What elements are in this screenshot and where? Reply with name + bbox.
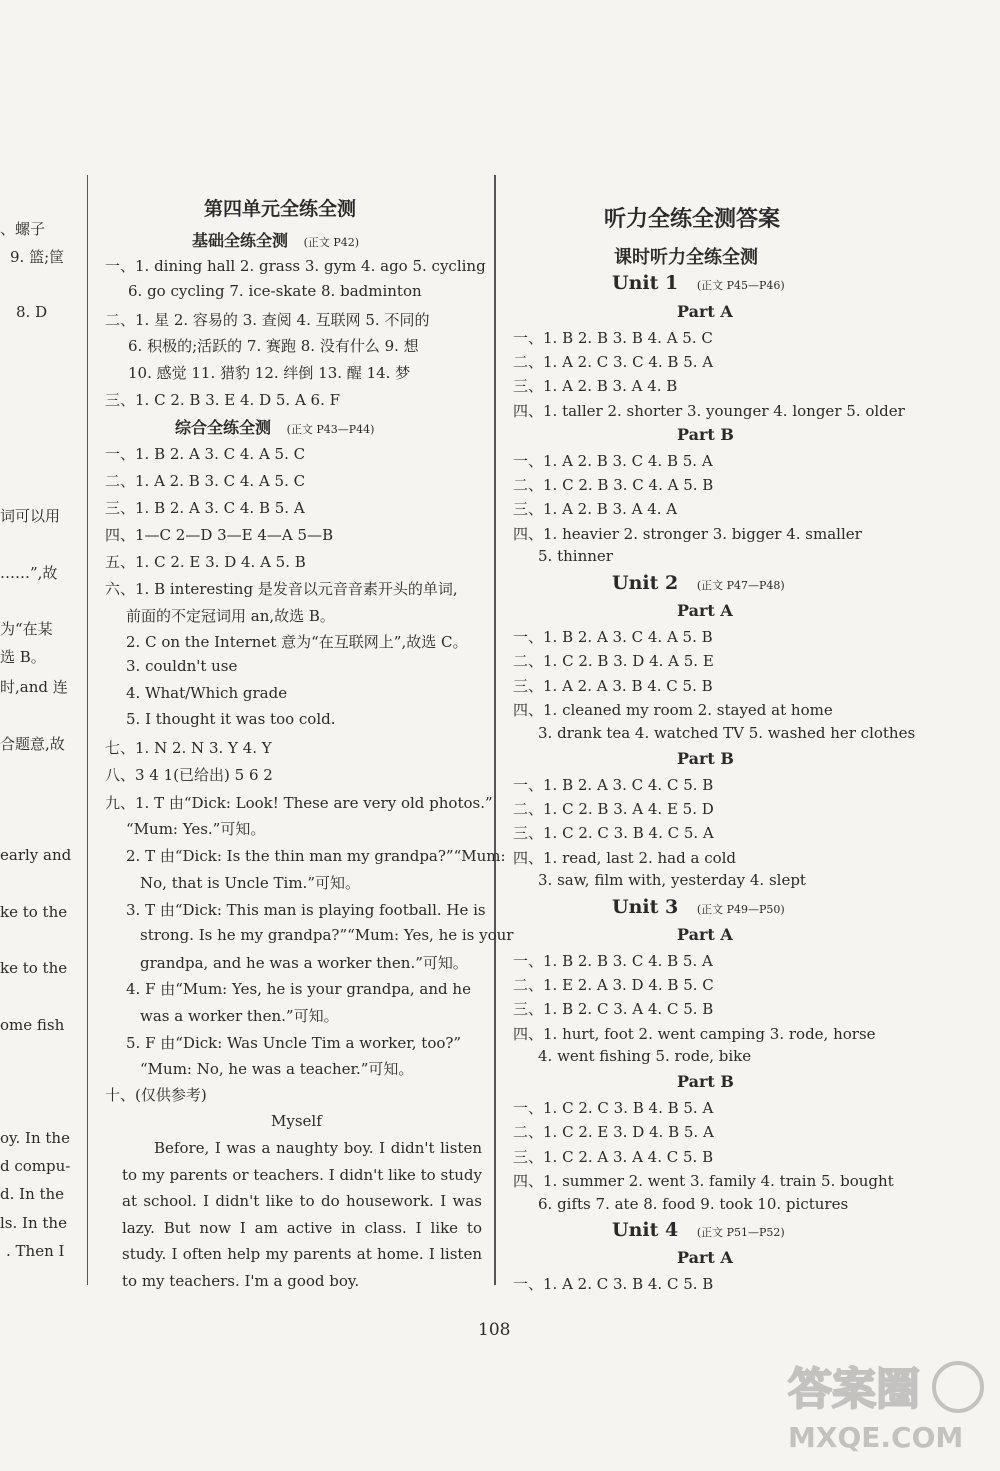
answer-line: 二、1. C 2. B 3. A 4. E 5. D <box>513 800 714 818</box>
watermark-logo-text: 答案圈 <box>788 1364 920 1415</box>
answer-line: 3. drank tea 4. watched TV 5. washed her clothes <box>538 724 916 742</box>
answer-line: 2. C on the Internet 意为“在互联网上”,故选 C。 <box>126 633 468 651</box>
answer-line: 二、1. E 2. A 3. D 4. B 5. C <box>513 976 714 994</box>
answer-line: 3. saw, film with, yesterday 4. slept <box>538 871 806 889</box>
unit-2-header <box>612 572 785 594</box>
answer-line: 六、1. B interesting 是发音以元音音素开头的单词, <box>105 580 458 598</box>
answer-line: “Mum: No, he was a teacher.”可知。 <box>140 1060 414 1078</box>
section-title-text: 综合全练全测 <box>175 418 272 437</box>
page-number: 108 <box>478 1320 511 1340</box>
answer-line: 三、1. B 2. A 3. C 4. B 5. A <box>105 499 305 517</box>
unit-reference: (正文 P51—P52) <box>696 1226 785 1239</box>
unit-title: Unit 1 <box>612 272 679 294</box>
answer-line: 3. couldn't use <box>126 657 238 675</box>
fragment-line: 词可以用 <box>0 507 61 525</box>
answer-line: 四、1. summer 2. went 3. family 4. train 5. bought <box>513 1172 894 1190</box>
answer-line: 5. I thought it was too cold. <box>126 710 336 728</box>
part-b-header: Part B <box>677 425 734 444</box>
watermark-graphic <box>768 1349 988 1459</box>
answer-line: 一、1. A 2. C 3. B 4. C 5. B <box>513 1275 714 1293</box>
answer-line: 四、1. read, last 2. had a cold <box>513 849 737 867</box>
fragment-line: ke to the <box>0 903 68 921</box>
answer-line: 6. gifts 7. ate 8. food 9. took 10. pictures <box>538 1195 849 1213</box>
fragment-line: 时,and 连 <box>0 678 68 696</box>
fragment-line: . Then I <box>6 1242 65 1260</box>
fragment-line: d compu- <box>0 1157 71 1175</box>
answer-line: 4. F 由“Mum: Yes, he is your grandpa, and he <box>126 980 471 998</box>
answer-line: 3. T 由“Dick: This man is playing football. He is <box>126 901 486 919</box>
answer-line: 4. What/Which grade <box>126 684 288 702</box>
watermark-url: MXQE.COM <box>788 1421 964 1454</box>
answer-line: 一、1. B 2. A 3. C 4. A 5. B <box>513 628 713 646</box>
unit-reference: (正文 P47—P48) <box>696 579 785 592</box>
unit-reference: (正文 P49—P50) <box>696 903 785 916</box>
part-a-header: Part A <box>677 302 733 321</box>
answer-line: 三、1. C 2. A 3. A 4. C 5. B <box>513 1148 714 1166</box>
part-b-header: Part B <box>677 749 734 768</box>
answer-line: 6. go cycling 7. ice-skate 8. badminton <box>128 282 422 300</box>
answer-line: 2. T 由“Dick: Is the thin man my grandpa?”“Mum: <box>126 847 506 865</box>
answer-line: strong. Is he my grandpa?”“Mum: Yes, he is your <box>140 926 514 944</box>
section-reference: (正文 P43—P44) <box>286 423 375 436</box>
watermark-logo <box>768 1349 988 1459</box>
answer-line: 八、3 4 1(已给出) 5 6 2 <box>105 766 273 784</box>
left-column-divider <box>87 175 88 1285</box>
fragment-line: ome fish <box>0 1016 65 1034</box>
answer-line: 一、1. A 2. B 3. C 4. B 5. A <box>513 452 713 470</box>
fragment-line: 选 B。 <box>0 648 46 666</box>
answer-line: 6. 积极的;活跃的 7. 赛跑 8. 没有什么 9. 想 <box>128 337 419 355</box>
part-a-header: Part A <box>677 925 733 944</box>
section-reference: (正文 P42) <box>303 236 360 249</box>
answer-line: 三、1. A 2. B 3. A 4. A <box>513 500 678 518</box>
fragment-line: 合题意,故 <box>0 735 65 753</box>
listening-subtitle: 课时听力全练全测 <box>614 247 758 268</box>
answer-line: 三、1. B 2. C 3. A 4. C 5. B <box>513 1000 714 1018</box>
answer-line: 4. went fishing 5. rode, bike <box>538 1047 752 1065</box>
answer-line: 5. thinner <box>538 547 613 565</box>
answer-line: 三、1. A 2. B 3. A 4. B <box>513 377 678 395</box>
answer-line: 四、1. cleaned my room 2. stayed at home <box>513 701 833 719</box>
unit-1-header <box>612 272 785 294</box>
unit-title: Unit 4 <box>612 1219 679 1241</box>
answer-line: 一、1. B 2. B 3. C 4. B 5. A <box>513 952 713 970</box>
answer-line: 一、1. C 2. C 3. B 4. B 5. A <box>513 1099 714 1117</box>
answer-line: 二、1. 星 2. 容易的 3. 查阅 4. 互联网 5. 不同的 <box>105 311 430 329</box>
answer-line: 二、1. C 2. B 3. D 4. A 5. E <box>513 652 714 670</box>
answer-line: 五、1. C 2. E 3. D 4. A 5. B <box>105 553 306 571</box>
fragment-line: early and <box>0 846 72 864</box>
answer-line: 二、1. C 2. E 3. D 4. B 5. A <box>513 1123 714 1141</box>
essay-title: Myself <box>271 1112 322 1130</box>
center-column-divider <box>494 175 496 1285</box>
answer-line: 四、1—C 2—D 3—E 4—A 5—B <box>105 526 334 544</box>
circle-emblem-icon <box>934 1363 982 1411</box>
answer-line: was a worker then.”可知。 <box>140 1007 339 1025</box>
answer-line: 5. F 由“Dick: Was Uncle Tim a worker, too?” <box>126 1034 462 1052</box>
answer-line: 二、1. A 2. C 3. C 4. B 5. A <box>513 353 714 371</box>
section-title-text: 基础全练全测 <box>192 231 289 250</box>
answer-line: 四、1. taller 2. shorter 3. younger 4. longer 5. older <box>513 402 905 420</box>
answer-line: 二、1. C 2. B 3. C 4. A 5. B <box>513 476 714 494</box>
part-a-header: Part A <box>677 1248 733 1267</box>
answer-line: “Mum: Yes.”可知。 <box>126 820 266 838</box>
answer-line: 一、1. dining hall 2. grass 3. gym 4. ago 5. cycling <box>105 257 486 275</box>
fragment-line: 为“在某 <box>0 620 53 638</box>
answer-line: 一、1. B 2. A 3. C 4. C 5. B <box>513 776 714 794</box>
unit-four-title: 第四单元全练全测 <box>204 198 357 220</box>
answer-line: 十、(仅供参考) <box>105 1086 207 1104</box>
answer-line: 一、1. B 2. B 3. B 4. A 5. C <box>513 329 713 347</box>
answer-line: 前面的不定冠词用 an,故选 B。 <box>126 607 335 625</box>
unit-title: Unit 3 <box>612 896 679 918</box>
answer-line: No, that is Uncle Tim.”可知。 <box>140 874 360 892</box>
answer-line: 四、1. hurt, foot 2. went camping 3. rode, horse <box>513 1025 876 1043</box>
answer-line: 三、1. C 2. C 3. B 4. C 5. A <box>513 824 714 842</box>
section-comprehensive-title <box>175 415 374 438</box>
answer-line: 九、1. T 由“Dick: Look! These are very old photos.” <box>105 794 493 812</box>
section-basic-title <box>192 228 359 251</box>
part-a-header: Part A <box>677 601 733 620</box>
unit-4-header <box>612 1219 785 1241</box>
fragment-line: oy. In the <box>0 1129 70 1147</box>
part-b-header: Part B <box>677 1072 734 1091</box>
fragment-line: 8. D <box>16 303 48 321</box>
answer-line: 二、1. A 2. B 3. C 4. A 5. C <box>105 472 306 490</box>
fragment-line: ke to the <box>0 959 68 977</box>
essay-body: Before, I was a naughty boy. I didn't listen to my parents or teachers. I didn't like to study at school. I didn't like to do housework. I was lazy. But now I am active in class. I like to study. I often help my parents at home. I listen to my teachers. I'm a good boy. <box>122 1139 482 1290</box>
answer-line: 一、1. B 2. A 3. C 4. A 5. C <box>105 445 306 463</box>
fragment-line: ……”,故 <box>0 564 58 582</box>
fragment-line: d. In the <box>0 1185 65 1203</box>
unit-3-header <box>612 896 785 918</box>
unit-title: Unit 2 <box>612 572 679 594</box>
answer-line: 四、1. heavier 2. stronger 3. bigger 4. smaller <box>513 525 862 543</box>
answer-line: 七、1. N 2. N 3. Y 4. Y <box>105 739 272 757</box>
listening-answers-title: 听力全练全测答案 <box>604 206 781 232</box>
fragment-line: 9. 篮;筐 <box>10 248 65 266</box>
unit-reference: (正文 P45—P46) <box>696 279 785 292</box>
fragment-line: 、螺子 <box>0 220 46 238</box>
answer-line: grandpa, and he was a worker then.”可知。 <box>140 954 468 972</box>
answer-line: 三、1. C 2. B 3. E 4. D 5. A 6. F <box>105 391 341 409</box>
fragment-line: ls. In the <box>0 1214 67 1232</box>
answer-line: 10. 感觉 11. 猎豹 12. 绊倒 13. 醒 14. 梦 <box>128 364 411 382</box>
answer-line: 三、1. A 2. A 3. B 4. C 5. B <box>513 677 713 695</box>
